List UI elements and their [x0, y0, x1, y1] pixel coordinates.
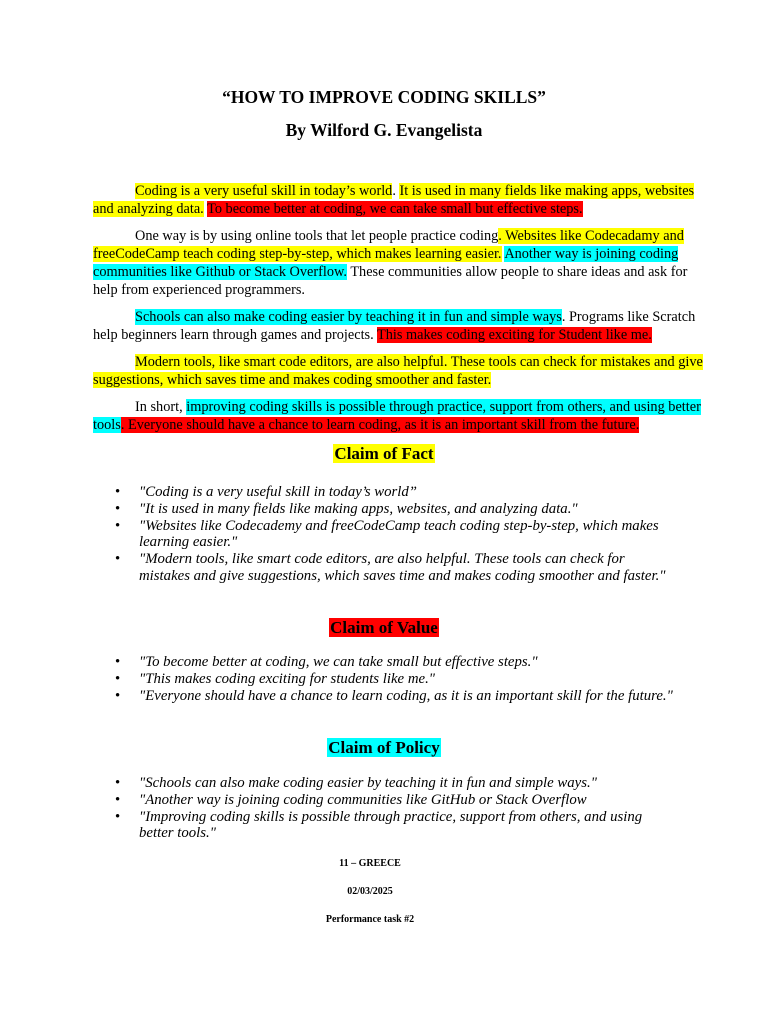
text-segment: Modern tools, like smart code editors, are also helpful. These tools can check for mistakes and give suggestions, which saves time and makes coding smoother and faster.: [93, 354, 703, 388]
document-title: “HOW TO IMPROVE CODING SKILLS”: [222, 87, 546, 107]
text-segment: improving coding skills is possible through practice, support from others, and using better tools: [93, 399, 701, 433]
text-segment: . Programs like Scratch help beginners learn through games and projects.: [93, 309, 696, 343]
text-segment: Another way is joining coding communities like Github or Stack Overflow.: [93, 246, 679, 280]
document-author: By Wilford G. Evangelista: [285, 120, 483, 140]
footer-section: 11 – GREECE: [339, 858, 401, 869]
footer-task: Performance task #2: [325, 914, 415, 925]
claim-item: • "Schools can also make coding easier by teaching it in fun and simple ways.": [93, 775, 673, 792]
text-segment: .: [392, 183, 400, 199]
claim-of-value-heading: [0, 618, 768, 638]
claim-item: • "Everyone should have a chance to learn coding, as it is an important skill for the future.": [93, 688, 673, 705]
claim-of-fact-heading: [0, 444, 768, 464]
text-segment: One way is by using online tools that let people practice coding: [135, 228, 499, 244]
claim-item: • "Modern tools, like smart code editors, are also helpful. These tools can check for mistakes and give suggestions, which saves time and makes coding smoother and faster.": [93, 551, 673, 585]
paragraph: [93, 353, 715, 389]
text-segment: Coding is a very useful skill in today’s world: [135, 183, 393, 199]
claim-item: • "Another way is joining coding communities like GitHub or Stack Overflow: [93, 792, 673, 809]
paragraph: [93, 308, 715, 344]
claim-of-policy-heading: [0, 738, 768, 758]
claim-of-value-list: [93, 654, 673, 704]
text-segment: In short,: [135, 399, 187, 415]
text-segment: . Everyone should have a chance to learn coding, as it is an important skill from the future.: [120, 417, 640, 433]
essay-body: [93, 182, 715, 443]
paragraph: [93, 227, 715, 299]
claim-heading-label: Claim of Value: [330, 618, 438, 637]
claim-item: • "Websites like Codecademy and freeCodeCamp teach coding step-by-step, which makes learning easier.": [93, 518, 673, 552]
text-segment: . Websites like Codecadamy and freeCodeCamp teach coding step-by-step, which makes learning easier.: [93, 228, 684, 262]
text-segment: This makes coding exciting for Student like me.: [377, 327, 652, 343]
claim-heading-label: Claim of Policy: [328, 738, 440, 757]
claim-of-fact-list: [93, 484, 673, 585]
claim-item: • "It is used in many fields like making apps, websites, and analyzing data.": [93, 501, 673, 518]
paragraph: [93, 182, 715, 218]
claim-item: • "This makes coding exciting for students like me.": [93, 671, 673, 688]
claim-of-policy-list: [93, 775, 673, 842]
paragraph: [93, 398, 715, 434]
claim-heading-label: Claim of Fact: [334, 444, 434, 463]
text-segment: Schools can also make coding easier by teaching it in fun and simple ways: [135, 309, 562, 325]
footer-date: 02/03/2025: [347, 886, 393, 897]
text-segment: These communities allow people to share ideas and ask for help from experienced programmers.: [93, 264, 688, 298]
claim-item: • "Coding is a very useful skill in today’s world”: [93, 484, 673, 501]
text-segment: To become better at coding, we can take small but effective steps.: [207, 201, 583, 217]
text-segment: It is used in many fields like making apps, websites and analyzing data.: [93, 183, 695, 217]
claim-item: • "To become better at coding, we can take small but effective steps.": [93, 654, 673, 671]
claim-item: • "Improving coding skills is possible through practice, support from others, and using better tools.": [93, 809, 673, 843]
